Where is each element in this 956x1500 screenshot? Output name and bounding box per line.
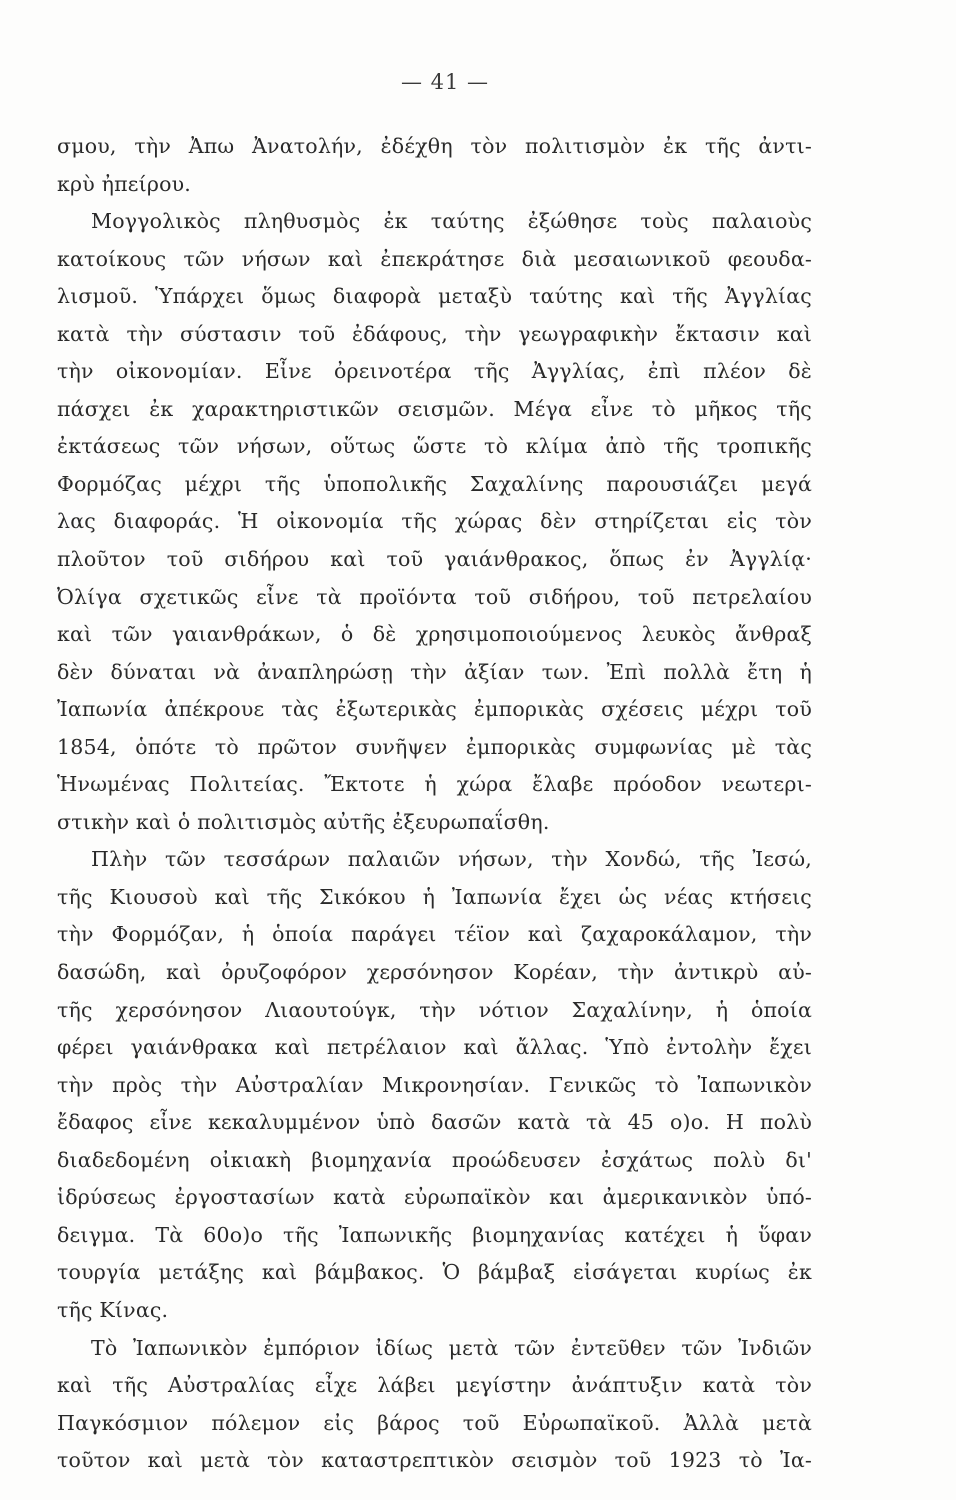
text-line: τῆς Κιουσοὺ καὶ τῆς Σικόκου ἡ Ἰαπωνία ἔχει ὡς νέας κτήσεις	[57, 884, 812, 909]
text-line: ἐκτάσεως τῶν νήσων, οὕτως ὥστε τὸ κλίμα ἀπὸ τῆς τροπικῆς	[57, 434, 812, 459]
text-line: ἱδρύσεως ἐργοστασίων κατὰ εὐρωπαϊκὸν και ἀμερικανικὸν ὑπό-	[57, 1185, 812, 1210]
text-line: κατοίκους τῶν νήσων καὶ ἐπεκράτησε διὰ μεσαιωνικοῦ φεουδα-	[57, 246, 812, 271]
text-line: κρὺ ἠπείρου.	[57, 171, 192, 196]
text-line: τὴν πρὸς τὴν Αὐστραλίαν Μικρονησίαν. Γενικῶς τὸ Ἰαπωνικὸν	[57, 1072, 812, 1097]
text-line: τὴν οἰκονομίαν. Εἶνε ὀρεινοτέρα τῆς Ἀγγλίας, ἐπὶ πλέον δὲ	[57, 359, 812, 384]
text-line: Παγκόσμιον πόλεμον εἰς βάρος τοῦ Εὐρωπαϊκοῦ. Ἀλλὰ μετὰ	[57, 1410, 812, 1435]
text-line: Ἡνωμένας Πολιτείας. Ἔκτοτε ἡ χώρα ἔλαβε πρόοδον νεωτερι-	[57, 772, 812, 797]
text-line: στικὴν καὶ ὁ πολιτισμὸς αὐτῆς ἐξευρωπαΐσθη.	[57, 809, 550, 834]
text-line: Τὸ Ἰαπωνικὸν ἐμπόριον ἰδίως μετὰ τῶν ἐντεῦθεν τῶν Ἰνδιῶν	[91, 1335, 812, 1360]
text-line: Μογγολικὸς πληθυσμὸς ἐκ ταύτης ἐξώθησε τοὺς παλαιοὺς	[91, 209, 812, 234]
text-line: ἔδαφος εἶνε κεκαλυμμένον ὑπὸ δασῶν κατὰ τὰ 45 ο)ο. Η πολὺ	[57, 1110, 812, 1135]
text-line: πλοῦτον τοῦ σιδήρου καὶ τοῦ γαιάνθρακος, ὅπως ἐν Ἀγγλίᾳ·	[57, 547, 812, 572]
text-line: δασώδη, καὶ ὀρυζοφόρον χερσόνησον Κορέαν, τὴν ἀντικρὺ αὐ-	[57, 960, 812, 985]
text-line: λισμοῦ. Ὑπάρχει ὅμως διαφορὰ μεταξὺ ταύτης καὶ τῆς Ἀγγλίας	[57, 284, 812, 309]
text-line: φέρει γαιάνθρακα καὶ πετρέλαιον καὶ ἄλλας. Ὑπὸ ἐντολὴν ἔχει	[57, 1035, 812, 1060]
text-line: δειγμα. Τὰ 60ο)ο τῆς Ἰαπωνικῆς βιομηχανίας κατέχει ἡ ὕφαν	[57, 1222, 812, 1247]
text-line: τουργία μετάξης καὶ βάμβακος. Ὁ βάμβαξ εἰσάγεται κυρίως ἐκ	[57, 1260, 812, 1285]
text-line: πάσχει ἐκ χαρακτηριστικῶν σεισμῶν. Μέγα εἶνε τὸ μῆκος τῆς	[57, 396, 812, 421]
text-line: Ἰαπωνία ἀπέκρουε τὰς ἐξωτερικὰς ἐμπορικὰς σχέσεις μέχρι τοῦ	[57, 697, 812, 722]
text-line: Πλὴν τῶν τεσσάρων παλαιῶν νήσων, τὴν Χονδώ, τῆς Ἰεσώ,	[91, 847, 812, 872]
text-line: τοῦτον καὶ μετὰ τὸν καταστρεπτικὸν σεισμὸν τοῦ 1923 τὸ Ἰα-	[57, 1448, 812, 1473]
text-line: τῆς χερσόνησον Λιαουτούγκ, τὴν νότιον Σαχαλίνην, ἡ ὁποία	[57, 997, 812, 1022]
text-line: Φορμόζας μέχρι τῆς ὑποπολικῆς Σαχαλίνης παρουσιάζει μεγά	[57, 471, 812, 496]
text-line: 1854, ὁπότε τὸ πρῶτον συνῆψεν ἐμπορικὰς συμφωνίας μὲ τὰς	[57, 734, 812, 759]
text-line: Ὀλίγα σχετικῶς εἶνε τὰ προϊόντα τοῦ σιδήρου, τοῦ πετρελαίου	[57, 584, 812, 609]
text-line: τῆς Κίνας.	[57, 1297, 169, 1322]
text-line: δὲν δύναται νὰ ἀναπληρώσῃ τὴν ἀξίαν των. Ἐπὶ πολλὰ ἔτη ἡ	[57, 659, 812, 684]
text-line: τὴν Φορμόζαν, ἡ ὁποία παράγει τέϊον καὶ ζαχαροκάλαμον, τὴν	[57, 922, 812, 947]
text-line: καὶ τῶν γαιανθράκων, ὁ δὲ χρησιμοποιούμενος λευκὸς ἄνθραξ	[57, 622, 812, 647]
text-line: λας διαφοράς. Ἡ οἰκονομία τῆς χώρας δὲν στηρίζεται εἰς τὸν	[57, 509, 812, 534]
text-line: διαδεδομένη οἰκιακὴ βιομηχανία προώδευσεν ἐσχάτως πολὺ δι'	[57, 1147, 812, 1172]
text-line: καὶ τῆς Αὐστραλίας εἶχε λάβει μεγίστην ἀνάπτυξιν κατὰ τὸν	[57, 1373, 812, 1398]
text-line: κατὰ τὴν σύστασιν τοῦ ἐδάφους, τὴν γεωγραφικὴν ἔκτασιν καὶ	[57, 321, 812, 346]
page-number: — 41 —	[400, 70, 490, 94]
body-text	[57, 128, 812, 1480]
text-line: σμου, τὴν Ἀπω Ἀνατολήν, ἐδέχθη τὸν πολιτισμὸν ἐκ τῆς ἀντι-	[57, 134, 812, 158]
